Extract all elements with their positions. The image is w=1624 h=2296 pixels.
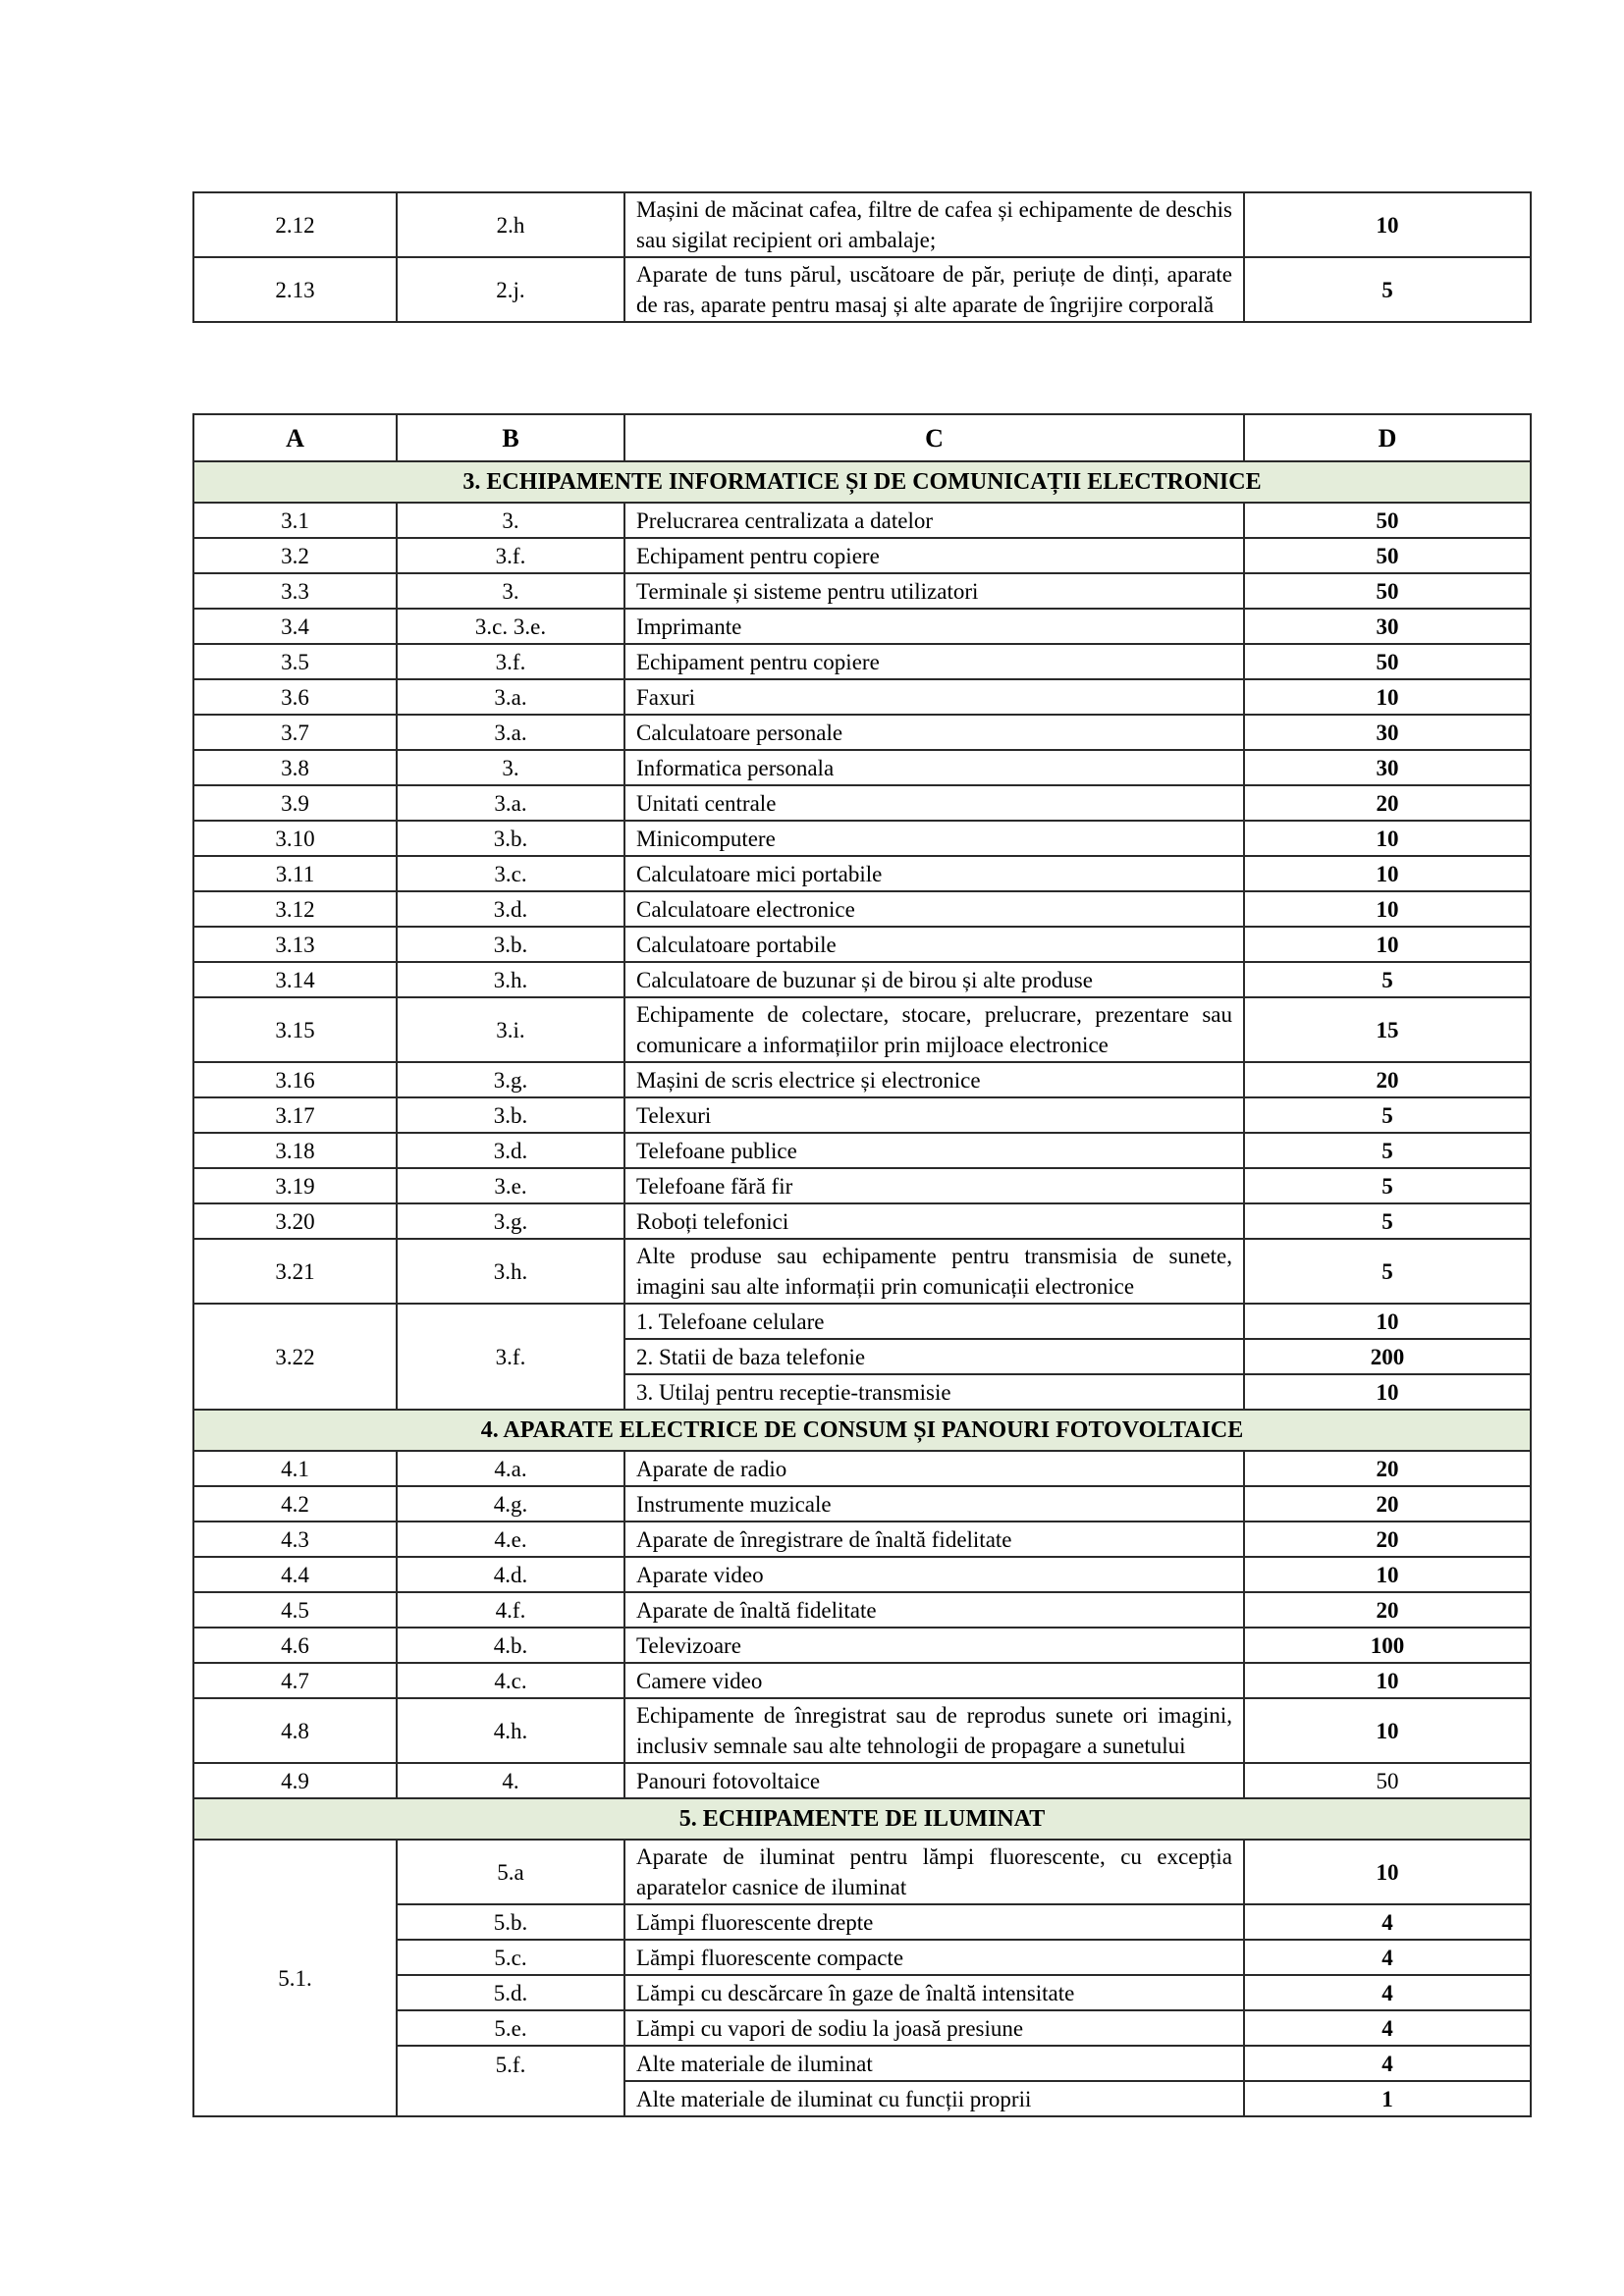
cell-category-code: 3.g. [397,1062,624,1097]
cell-description: Instrumente muzicale [624,1486,1244,1522]
cell-category-code: 4.e. [397,1522,624,1557]
cell-description: Lămpi cu descărcare în gaze de înaltă intensitate [624,1975,1244,2010]
cell-description: Telefoane fără fir [624,1168,1244,1203]
cell-crt: 3.17 [193,1097,397,1133]
col-header-b: B [397,414,624,461]
cell-description: Calculatoare mici portabile [624,856,1244,891]
cell-value: 10 [1244,192,1531,257]
cell-description: Panouri fotovoltaice [624,1763,1244,1798]
cell-value: 20 [1244,1592,1531,1628]
table-row [193,503,1531,538]
cell-category-code: 4.f. [397,1592,624,1628]
table-row [193,785,1531,821]
table-row [193,257,1531,322]
cell-crt: 3.21 [193,1239,397,1304]
cell-category-code: 3.a. [397,715,624,750]
cell-description: Terminale și sisteme pentru utilizatori [624,573,1244,609]
cell-value: 10 [1244,1557,1531,1592]
cell-value: 100 [1244,1628,1531,1663]
cell-category-code: 3.a. [397,679,624,715]
table-row [193,856,1531,891]
cell-description: Calculatoare portabile [624,927,1244,962]
table-row [193,1203,1531,1239]
cell-category-code: 2.h [397,192,624,257]
cell-value: 4 [1244,1975,1531,2010]
cell-description: Echipamente de înregistrat sau de reprodus sunete ori imagini, inclusiv semnale sau alte tehnologii de propagare a sunetului [624,1698,1244,1763]
cell-value: 4 [1244,1904,1531,1940]
cell-description: Aparate de înaltă fidelitate [624,1592,1244,1628]
cell-value: 10 [1244,1663,1531,1698]
cell-crt: 2.13 [193,257,397,322]
cell-value: 5 [1244,1133,1531,1168]
cell-category-code: 4.a. [397,1451,624,1486]
cell-category-code: 5.f. [397,2046,624,2116]
table-row [193,1168,1531,1203]
cell-category-code: 4. [397,1763,624,1798]
cell-crt: 3.13 [193,927,397,962]
table-row [193,821,1531,856]
cell-category-code: 2.j. [397,257,624,322]
table-row [193,573,1531,609]
cell-category-code: 3.h. [397,962,624,997]
cell-description: Televizoare [624,1628,1244,1663]
table-row [193,1486,1531,1522]
cell-value: 20 [1244,1486,1531,1522]
cell-value: 10 [1244,927,1531,962]
cell-category-code: 4.d. [397,1557,624,1592]
section-4-header-row [193,1410,1531,1451]
section-5-title: 5. ECHIPAMENTE DE ILUMINAT [193,1798,1531,1840]
cell-crt: 4.5 [193,1592,397,1628]
section-5-header-row [193,1798,1531,1840]
table-row [193,1239,1531,1304]
cell-category-code: 5.e. [397,2010,624,2046]
cell-description: Calculatoare de buzunar și de birou și alte produse [624,962,1244,997]
cell-value: 10 [1244,891,1531,927]
cell-category-code: 3. [397,750,624,785]
cell-value: 5 [1244,257,1531,322]
cell-crt: 3.1 [193,503,397,538]
cell-description: Minicomputere [624,821,1244,856]
cell-description: Aparate video [624,1557,1244,1592]
cell-category-code: 5.a [397,1840,624,1904]
cell-value: 50 [1244,644,1531,679]
cell-description: Alte materiale de iluminat [624,2046,1244,2081]
table-row [193,1698,1531,1763]
cell-category-code: 3. [397,503,624,538]
table-row [193,1133,1531,1168]
table-row [193,750,1531,785]
cell-value: 20 [1244,1451,1531,1486]
cell-crt: 3.9 [193,785,397,821]
cell-crt: 3.8 [193,750,397,785]
cell-description: Calculatoare electronice [624,891,1244,927]
table-row [193,715,1531,750]
cell-category-code: 4.h. [397,1698,624,1763]
cell-value: 1 [1244,2081,1531,2116]
cell-category-code: 3.b. [397,927,624,962]
cell-description: Roboți telefonici [624,1203,1244,1239]
cell-description: Aparate de radio [624,1451,1244,1486]
table-row [193,1097,1531,1133]
cell-description: 3. Utilaj pentru receptie-transmisie [624,1374,1244,1410]
cell-category-code: 4.b. [397,1628,624,1663]
table-row [193,192,1531,257]
cell-description: Echipament pentru copiere [624,538,1244,573]
cell-value: 50 [1244,1763,1531,1798]
section-3-header-row [193,461,1531,503]
cell-value: 10 [1244,1374,1531,1410]
cell-value: 4 [1244,1940,1531,1975]
cell-crt: 5.1. [193,1840,397,2116]
table-row [193,891,1531,927]
table-row [193,927,1531,962]
table-row [193,997,1531,1062]
cell-description: 1. Telefoane celulare [624,1304,1244,1339]
cell-description: Alte produse sau echipamente pentru transmisia de sunete, imagini sau alte informații prin comunicații electronice [624,1239,1244,1304]
cell-category-code: 3.f. [397,538,624,573]
col-header-a: A [193,414,397,461]
cell-category-code: 5.b. [397,1904,624,1940]
table-row-group-51 [193,1840,1531,1904]
cell-description: Aparate de tuns părul, uscătoare de păr, periuțe de dinți, aparate de ras, aparate pentru masaj și alte aparate de îngrijire corporală [624,257,1244,322]
cell-crt: 3.11 [193,856,397,891]
cell-crt: 4.9 [193,1763,397,1798]
cell-description: Unitati centrale [624,785,1244,821]
table-row [193,1763,1531,1798]
cell-crt: 3.6 [193,679,397,715]
cell-crt: 3.14 [193,962,397,997]
table-row [193,1522,1531,1557]
cell-category-code: 3.b. [397,821,624,856]
col-header-c: C [624,414,1244,461]
cell-description: 2. Statii de baza telefonie [624,1339,1244,1374]
cell-value: 10 [1244,1304,1531,1339]
cell-crt: 3.2 [193,538,397,573]
cell-crt: 3.7 [193,715,397,750]
cell-category-code: 3.c. 3.e. [397,609,624,644]
cell-description: Calculatoare personale [624,715,1244,750]
cell-value: 5 [1244,962,1531,997]
cell-description: Aparate de înregistrare de înaltă fidelitate [624,1522,1244,1557]
cell-crt: 4.4 [193,1557,397,1592]
cell-value: 4 [1244,2010,1531,2046]
cell-description: Mașini de măcinat cafea, filtre de cafea și echipamente de deschis sau sigilat recipient ori ambalaje; [624,192,1244,257]
cell-category-code: 3.i. [397,997,624,1062]
cell-value: 30 [1244,715,1531,750]
cell-crt: 3.12 [193,891,397,927]
cell-description: Aparate de iluminat pentru lămpi fluorescente, cu excepția aparatelor casnice de iluminat [624,1840,1244,1904]
cell-crt: 4.8 [193,1698,397,1763]
cell-value: 5 [1244,1097,1531,1133]
cell-crt: 4.2 [193,1486,397,1522]
cell-category-code: 4.c. [397,1663,624,1698]
cell-category-code: 5.c. [397,1940,624,1975]
cell-value: 10 [1244,679,1531,715]
cell-crt: 3.10 [193,821,397,856]
cell-crt: 3.3 [193,573,397,609]
cell-description: Lămpi fluorescente compacte [624,1940,1244,1975]
table-row [193,962,1531,997]
cell-value: 10 [1244,1840,1531,1904]
cell-value: 20 [1244,1062,1531,1097]
cell-crt: 3.18 [193,1133,397,1168]
table-row [193,1628,1531,1663]
cell-value: 15 [1244,997,1531,1062]
cell-crt: 4.1 [193,1451,397,1486]
cell-description: Alte materiale de iluminat cu funcții proprii [624,2081,1244,2116]
cell-value: 50 [1244,538,1531,573]
cell-crt: 3.20 [193,1203,397,1239]
cell-category-code: 3.c. [397,856,624,891]
cell-description: Echipamente de colectare, stocare, prelucrare, prezentare sau comunicare a informațiilor prin mijloace electronice [624,997,1244,1062]
cell-category-code: 3.e. [397,1168,624,1203]
cell-crt: 4.3 [193,1522,397,1557]
cell-value: 5 [1244,1168,1531,1203]
cell-category-code: 3.g. [397,1203,624,1239]
equipment-categories-table [192,413,1532,2117]
cell-description: Telexuri [624,1097,1244,1133]
cell-crt: 3.5 [193,644,397,679]
cell-value: 30 [1244,609,1531,644]
cell-value: 30 [1244,750,1531,785]
cell-description: Prelucrarea centralizata a datelor [624,503,1244,538]
cell-category-code: 3.h. [397,1239,624,1304]
column-header-row [193,414,1531,461]
col-header-d: D [1244,414,1531,461]
cell-category-code: 3.a. [397,785,624,821]
cell-crt: 4.6 [193,1628,397,1663]
table-row [193,1062,1531,1097]
cell-description: Echipament pentru copiere [624,644,1244,679]
cell-crt: 4.7 [193,1663,397,1698]
cell-description: Lămpi cu vapori de sodiu la joasă presiune [624,2010,1244,2046]
cell-value: 10 [1244,856,1531,891]
table-row [193,644,1531,679]
cell-value: 20 [1244,1522,1531,1557]
cell-value: 10 [1244,821,1531,856]
cell-description: Camere video [624,1663,1244,1698]
table-row [193,609,1531,644]
cell-category-code: 3.d. [397,1133,624,1168]
cell-category-code: 3. [397,573,624,609]
cell-category-code: 3.d. [397,891,624,927]
cell-category-code: 3.f. [397,644,624,679]
cell-description: Imprimante [624,609,1244,644]
table-row [193,1592,1531,1628]
cell-value: 200 [1244,1339,1531,1374]
cell-value: 10 [1244,1698,1531,1763]
continuation-table [192,191,1532,323]
cell-crt: 3.19 [193,1168,397,1203]
cell-description: Informatica personala [624,750,1244,785]
table-row-group-322 [193,1304,1531,1339]
table-row [193,1451,1531,1486]
section-4-title: 4. APARATE ELECTRICE DE CONSUM ȘI PANOURI FOTOVOLTAICE [193,1410,1531,1451]
cell-category-code: 3.f. [397,1304,624,1410]
cell-category-code: 5.d. [397,1975,624,2010]
cell-value: 5 [1244,1239,1531,1304]
table-row [193,679,1531,715]
table-row [193,1557,1531,1592]
cell-crt: 3.15 [193,997,397,1062]
cell-crt: 3.4 [193,609,397,644]
table-row [193,538,1531,573]
table-row [193,1663,1531,1698]
cell-category-code: 4.g. [397,1486,624,1522]
cell-crt: 3.16 [193,1062,397,1097]
cell-category-code: 3.b. [397,1097,624,1133]
cell-value: 5 [1244,1203,1531,1239]
cell-crt: 2.12 [193,192,397,257]
cell-value: 50 [1244,573,1531,609]
cell-description: Lămpi fluorescente drepte [624,1904,1244,1940]
cell-description: Telefoane publice [624,1133,1244,1168]
cell-description: Faxuri [624,679,1244,715]
cell-crt: 3.22 [193,1304,397,1410]
section-3-title: 3. ECHIPAMENTE INFORMATICE ȘI DE COMUNICAȚII ELECTRONICE [193,461,1531,503]
cell-value: 4 [1244,2046,1531,2081]
cell-description: Mașini de scris electrice și electronice [624,1062,1244,1097]
cell-value: 50 [1244,503,1531,538]
cell-value: 20 [1244,785,1531,821]
